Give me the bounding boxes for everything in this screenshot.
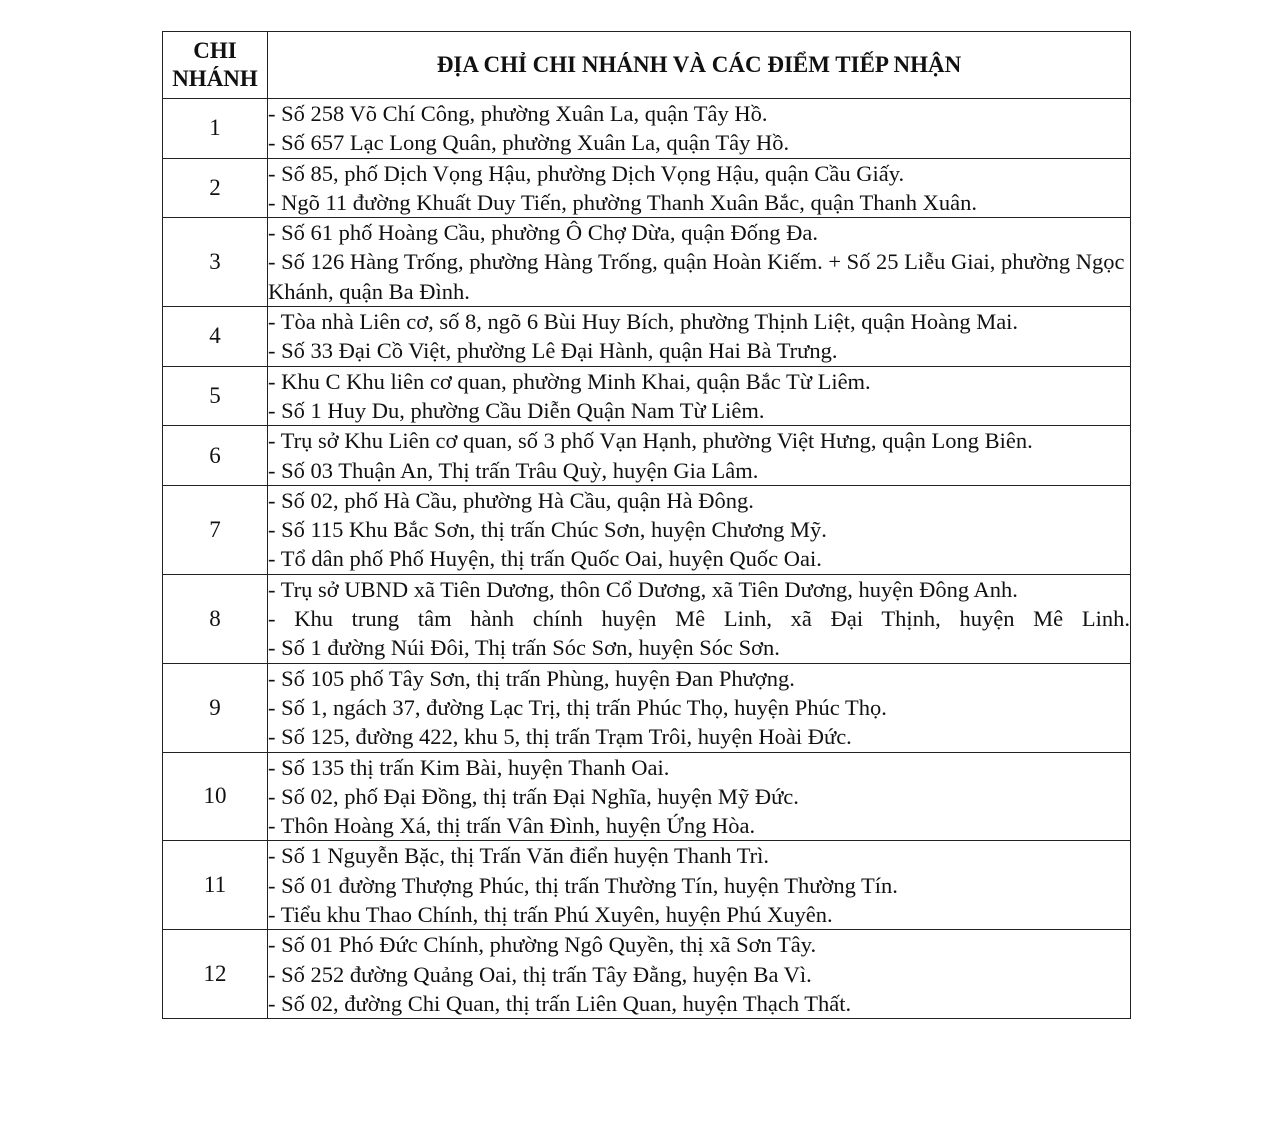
table-row <box>163 366 1131 426</box>
branch-addresses <box>268 218 1131 307</box>
address-line: - Khu trung tâm hành chính huyện Mê Linh, xã Đại Thịnh, huyện Mê Linh. <box>268 606 1130 632</box>
table-header-row <box>163 32 1131 99</box>
branch-column-header <box>163 32 268 99</box>
address-line: - Số 1 Huy Du, phường Cầu Diễn Quận Nam Từ Liêm. <box>268 397 765 423</box>
address-line: - Tòa nhà Liên cơ, số 8, ngõ 6 Bùi Huy Bích, phường Thịnh Liệt, quận Hoàng Mai. <box>268 309 1019 335</box>
branch-addresses <box>268 366 1131 426</box>
table-row <box>163 218 1131 307</box>
address-line: - Số 02, đường Chi Quan, thị trấn Liên Quan, huyện Thạch Thất. <box>268 990 852 1016</box>
address-line: - Khu C Khu liên cơ quan, phường Minh Khai, quận Bắc Từ Liêm. <box>268 368 871 394</box>
address-line: - Số 01 đường Thượng Phúc, thị trấn Thường Tín, huyện Thường Tín. <box>268 872 898 898</box>
table-row <box>163 841 1131 930</box>
branch-addresses <box>268 841 1131 930</box>
table-row <box>163 574 1131 663</box>
branch-number: 2 <box>163 158 268 218</box>
address-line: - Số 115 Khu Bắc Sơn, thị trấn Chúc Sơn, huyện Chương Mỹ. <box>268 517 827 543</box>
branch-addresses <box>268 663 1131 752</box>
address-line: - Số 1, ngách 37, đường Lạc Trị, thị trấn Phúc Thọ, huyện Phúc Thọ. <box>268 694 887 720</box>
table-row <box>163 663 1131 752</box>
address-line: - Số 85, phố Dịch Vọng Hậu, phường Dịch Vọng Hậu, quận Cầu Giấy. <box>268 160 905 186</box>
address-line: - Số 657 Lạc Long Quân, phường Xuân La, quận Tây Hồ. <box>268 130 790 156</box>
branch-addresses <box>268 930 1131 1019</box>
branch-number: 8 <box>163 574 268 663</box>
address-line: - Số 1 Nguyễn Bặc, thị Trấn Văn điển huyện Thanh Trì. <box>268 843 770 869</box>
branch-number: 7 <box>163 485 268 574</box>
branch-number: 4 <box>163 307 268 367</box>
branch-number: 1 <box>163 99 268 159</box>
address-line: - Số 02, phố Hà Cầu, phường Hà Cầu, quận Hà Đông. <box>268 487 754 513</box>
table-row <box>163 485 1131 574</box>
table-row <box>163 158 1131 218</box>
address-line: - Tổ dân phố Phố Huyện, thị trấn Quốc Oai, huyện Quốc Oai. <box>268 546 822 572</box>
address-line: - Số 125, đường 422, khu 5, thị trấn Trạm Trôi, huyện Hoài Đức. <box>268 724 852 750</box>
address-line: - Số 1 đường Núi Đôi, Thị trấn Sóc Sơn, huyện Sóc Sơn. <box>268 635 780 661</box>
branch-number: 10 <box>163 752 268 841</box>
branch-addresses <box>268 752 1131 841</box>
branch-number: 12 <box>163 930 268 1019</box>
address-line: - Số 252 đường Quảng Oai, thị trấn Tây Đằng, huyện Ba Vì. <box>268 961 812 987</box>
branch-number: 5 <box>163 366 268 426</box>
branch-number: 3 <box>163 218 268 307</box>
branch-header-line2: NHÁNH <box>172 66 258 91</box>
address-line: - Số 03 Thuận An, Thị trấn Trâu Quỳ, huyện Gia Lâm. <box>268 457 759 483</box>
address-line: - Số 01 Phó Đức Chính, phường Ngô Quyền, thị xã Sơn Tây. <box>268 932 817 958</box>
address-line: - Số 33 Đại Cồ Việt, phường Lê Đại Hành, quận Hai Bà Trưng. <box>268 338 838 364</box>
branch-address-table <box>162 31 1131 1019</box>
branch-addresses <box>268 485 1131 574</box>
address-line: - Trụ sở Khu Liên cơ quan, số 3 phố Vạn Hạnh, phường Việt Hưng, quận Long Biên. <box>268 428 1033 454</box>
branch-addresses <box>268 158 1131 218</box>
branch-number: 11 <box>163 841 268 930</box>
table-row <box>163 930 1131 1019</box>
address-line: - Số 61 phố Hoàng Cầu, phường Ô Chợ Dừa, quận Đống Đa. <box>268 220 819 246</box>
branch-addresses <box>268 426 1131 486</box>
branch-header-line1: CHI <box>193 38 237 63</box>
address-line: - Số 02, phố Đại Đồng, thị trấn Đại Nghĩa, huyện Mỹ Đức. <box>268 783 799 809</box>
branch-number: 9 <box>163 663 268 752</box>
table-row <box>163 426 1131 486</box>
table-row <box>163 752 1131 841</box>
address-line: - Trụ sở UBND xã Tiên Dương, thôn Cổ Dương, xã Tiên Dương, huyện Đông Anh. <box>268 576 1018 602</box>
branch-addresses <box>268 307 1131 367</box>
address-line: - Số 258 Võ Chí Công, phường Xuân La, quận Tây Hồ. <box>268 101 768 126</box>
address-line: - Số 105 phố Tây Sơn, thị trấn Phùng, huyện Đan Phượng. <box>268 665 795 691</box>
branch-number: 6 <box>163 426 268 486</box>
branch-addresses <box>268 99 1131 159</box>
branch-addresses <box>268 574 1131 663</box>
table-row <box>163 99 1131 159</box>
table-row <box>163 307 1131 367</box>
address-line: - Số 135 thị trấn Kim Bài, huyện Thanh Oai. <box>268 754 670 780</box>
address-column-header: ĐỊA CHỈ CHI NHÁNH VÀ CÁC ĐIỂM TIẾP NHẬN <box>268 32 1131 99</box>
address-line: - Tiểu khu Thao Chính, thị trấn Phú Xuyên, huyện Phú Xuyên. <box>268 902 833 928</box>
address-line: - Ngõ 11 đường Khuất Duy Tiến, phường Thanh Xuân Bắc, quận Thanh Xuân. <box>268 189 977 215</box>
address-line: - Số 126 Hàng Trống, phường Hàng Trống, quận Hoàn Kiếm. + Số 25 Liễu Giai, phường Ngọc Khánh, quận Ba Đình. <box>268 249 1125 304</box>
address-line: - Thôn Hoàng Xá, thị trấn Vân Đình, huyện Ứng Hòa. <box>268 813 756 839</box>
